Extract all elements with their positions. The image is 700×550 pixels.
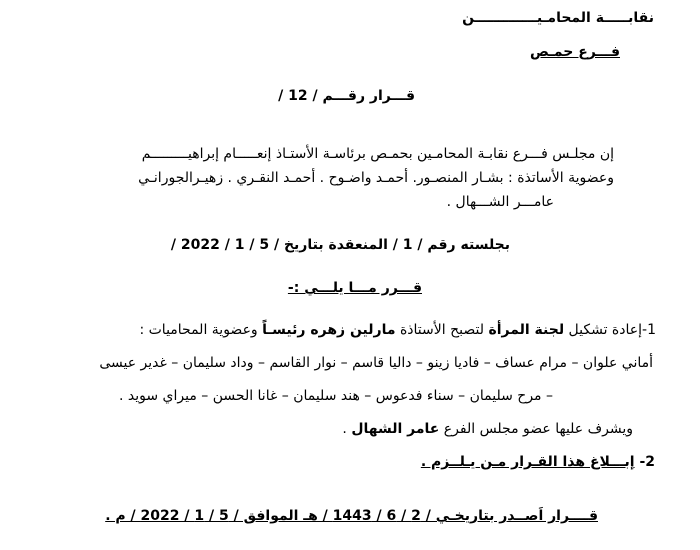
item-1-text-c: وعضوية المحاميات :: [139, 322, 263, 338]
item-1-text-b: لتصبح الأستاذة: [395, 322, 489, 338]
item-1-line-3: – مرح سليمان – سناء فدعوس – هند سليمان – غانا الحسن – ميراي سويد .: [119, 388, 553, 404]
union-name: نقابـــــة المحامـيـــــــــــــن: [462, 10, 654, 26]
item-1-text-a: إعادة تشكيل: [564, 322, 643, 338]
item-1-line-4: [342, 421, 633, 437]
session-line: بجلسته رقم / 1 / المنعقدة بتاريخ / 5 / 1 / 2022 /: [170, 237, 510, 253]
item-1-number: 1-: [642, 322, 656, 338]
item-1-line-2: أماني علوان – مرام عساف – فاديا زينو – داليا قاسم – نوار القاسم – وداد سليمان – غدير عيسى: [99, 355, 653, 371]
item-1-line-4-end: .: [342, 421, 352, 437]
committee-name: لجنة المرأة: [488, 322, 565, 338]
issued-date-line: قــــرار اَصــدر بتاريخـي / 2 / 6 / 1443 / هـ الموافق / 5 / 1 / 2022 / م .: [105, 508, 598, 524]
decided-label: قـــرر مـــا يلـــي :-: [287, 280, 422, 296]
intro-line-1: إن مجلـس فـــرع نقابـة المحامـين بحمـص برئاسـة الأستـاذ إنعـــــام إبراهيـــــــــم: [141, 146, 614, 162]
intro-line-3: عامـــر الشـــهال .: [446, 194, 554, 210]
intro-line-2: وعضوية الأساتذة : بشـار المنصـور. أحمـد واضـوح . أحمـد النقـري . زهيـرالجورانـي: [138, 170, 614, 186]
item-1-line-4-text: ويشرف عليها عضو مجلس الفرع: [439, 421, 633, 437]
branch-name: فـــرع حمـص: [529, 44, 620, 60]
chair-name: مارلين زهره: [310, 322, 396, 338]
decision-title: قـــرار رقـــم / 12 /: [278, 88, 415, 104]
item-2-number: 2-: [639, 454, 655, 470]
item-2: [421, 454, 655, 470]
chair-role: رئيسـاً: [262, 322, 311, 338]
item-2-text: إبـــلاغ هذا القـرار مـن يـلــزم .: [420, 454, 635, 470]
item-1-line-1: [139, 322, 656, 338]
supervisor-name: عامر الشهال: [351, 421, 440, 437]
